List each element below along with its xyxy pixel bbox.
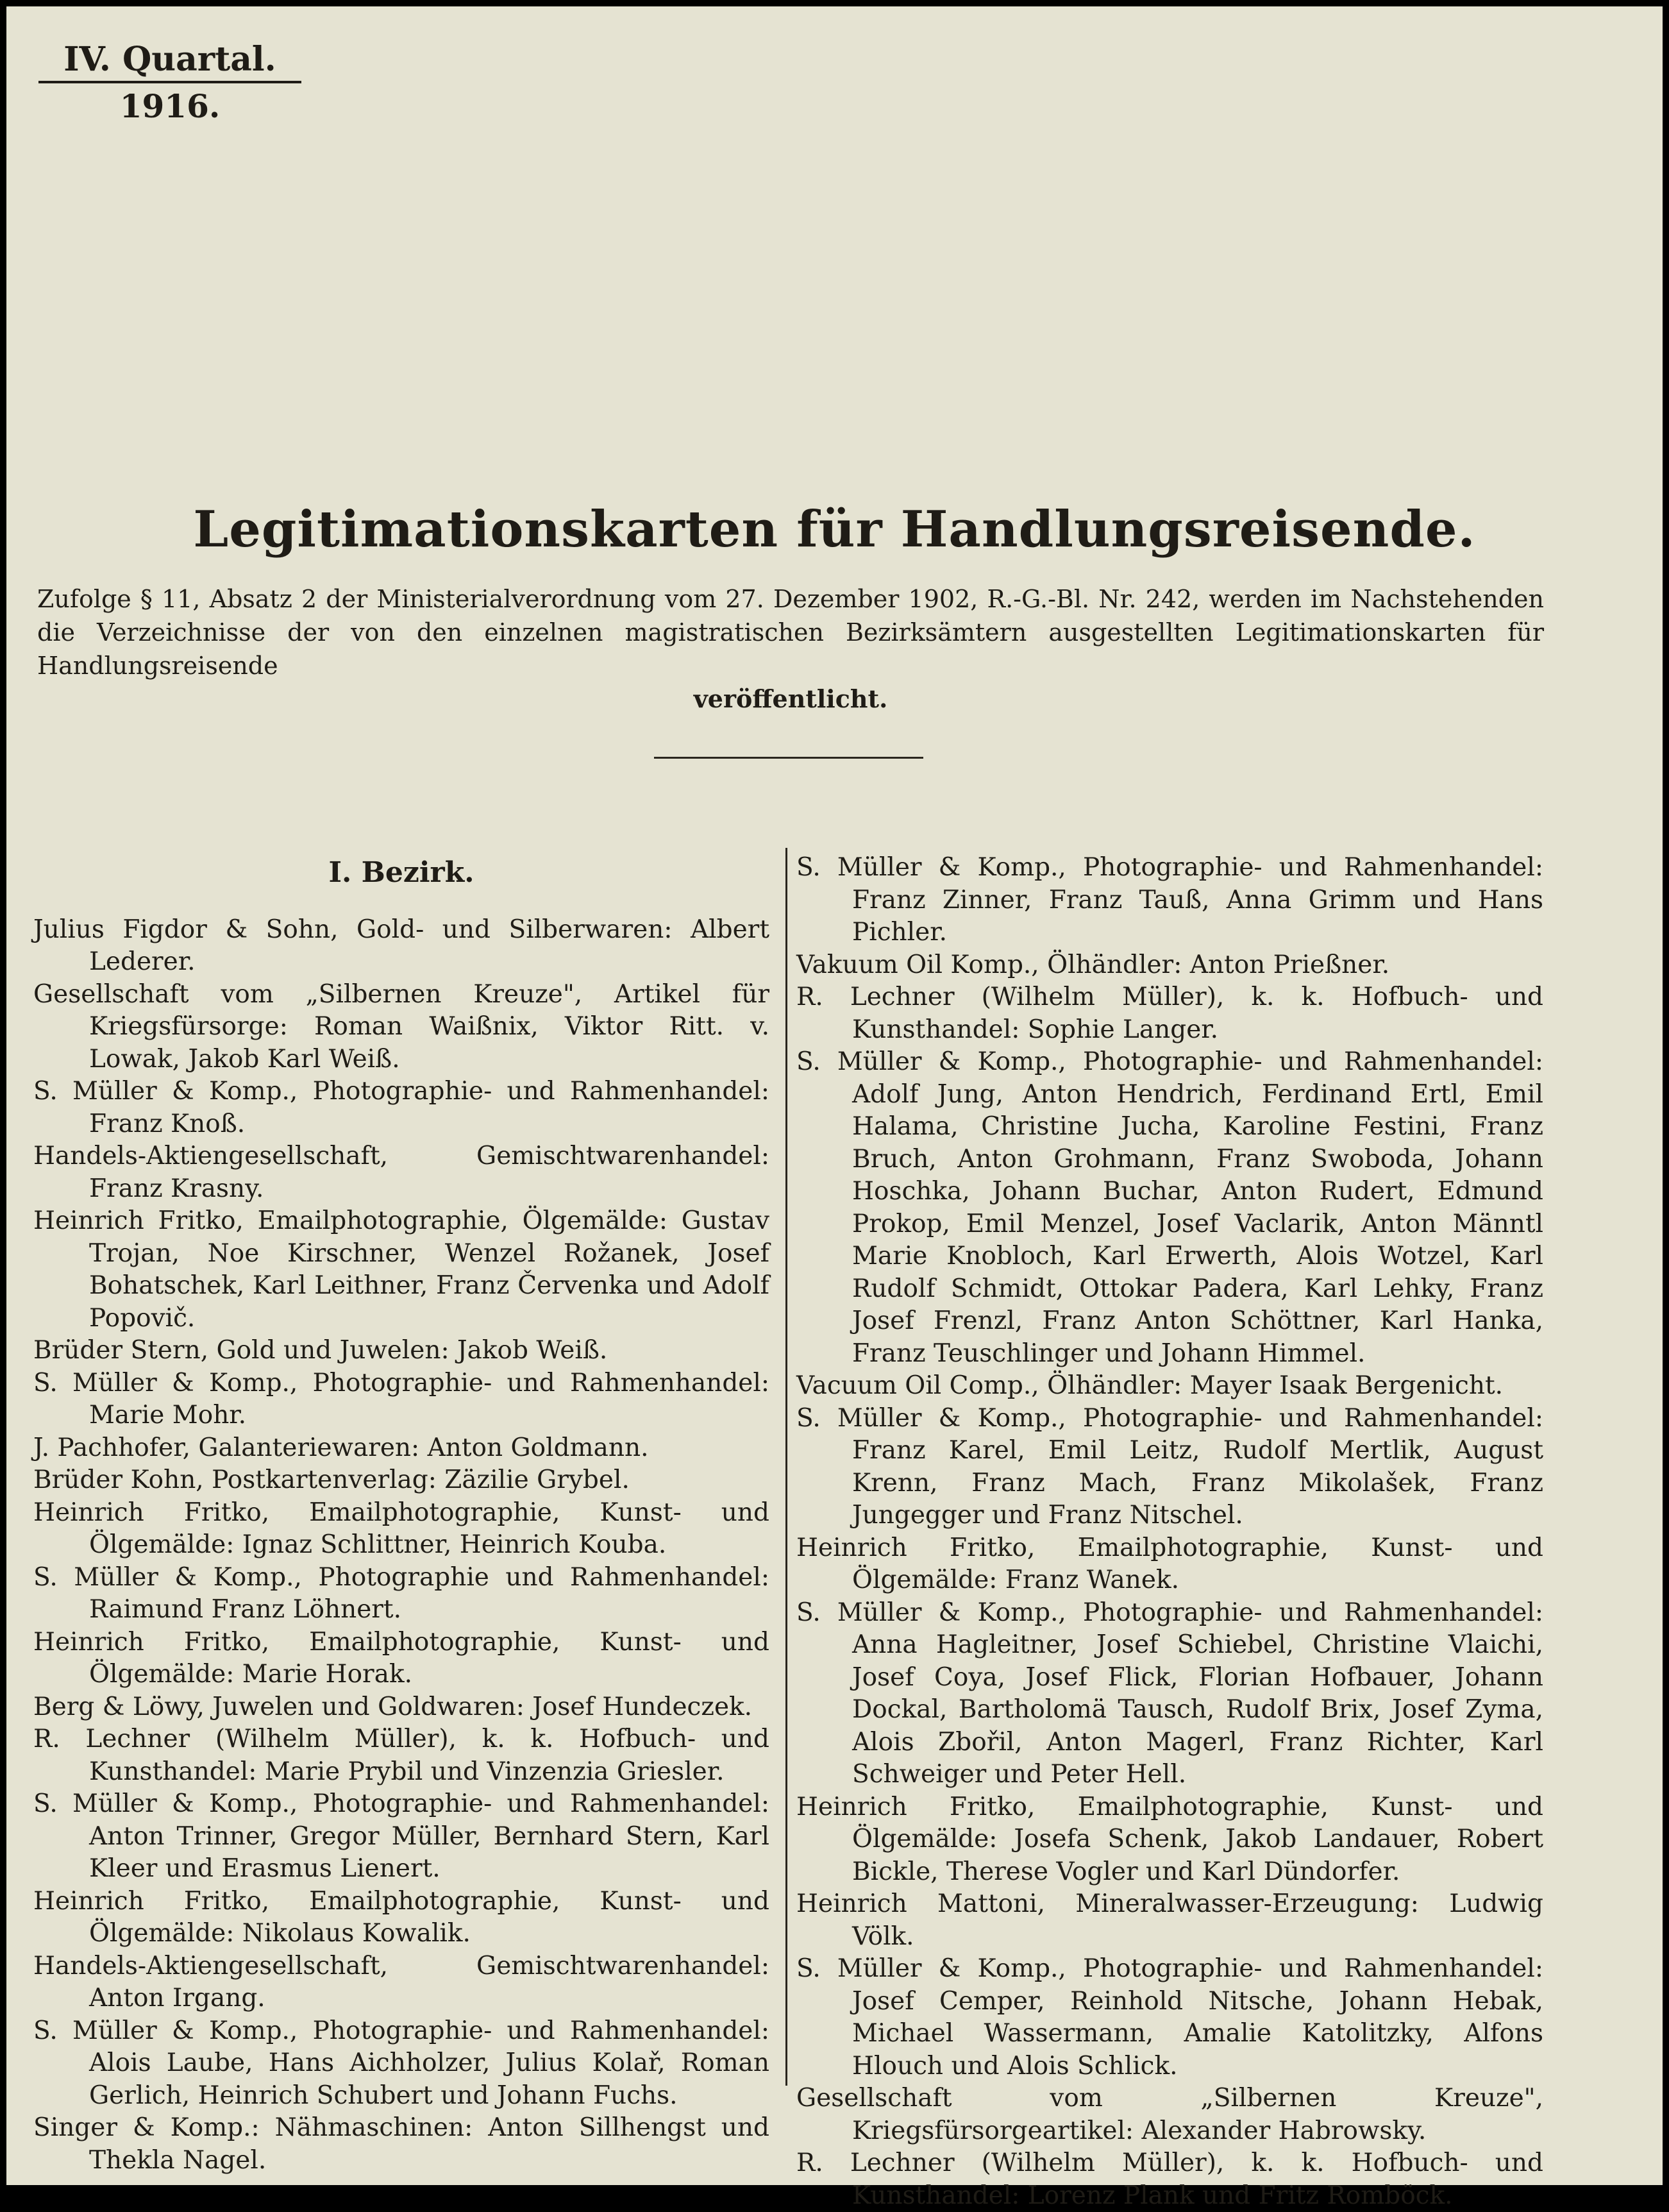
intro-text: Zufolge § 11, Absatz 2 der Ministerialverordnung vom 27. Dezember 1902, R.-G.-Bl. Nr. 242, werden im Nachstehenden die Verzeichnisse der von den einzelnen magistratischen Bezirksämtern ausgestellten Legitimationskarten für Handlungsreisende (37, 585, 1544, 680)
quarter-year: 1916. (119, 87, 221, 126)
quarter-title: IV. Quartal. (38, 40, 301, 83)
intro-emphasis: veröffentlicht. (693, 684, 888, 713)
section-divider (654, 757, 923, 759)
list-entry: S. Müller & Komp., Photographie- und Rahmenhandel: Marie Mohr. (33, 1368, 769, 1430)
left-column (33, 852, 769, 2177)
list-entry: R. Lechner (Wilhelm Müller), k. k. Hofbuch- und Kunsthandel: Sophie Langer. (796, 983, 1543, 1044)
list-entry: S. Müller & Komp., Photographie und Rahmenhandel: Raimund Franz Löhnert. (33, 1562, 769, 1624)
list-entry: Handels-Aktiengesellschaft, Gemischtwarenhandel: Franz Krasny. (33, 1142, 769, 1203)
list-entry: S. Müller & Komp., Photographie- und Rahmenhandel: Franz Karel, Emil Leitz, Rudolf Mertlik, August Krenn, Franz Mach, Franz Mikolašek, Franz Jungegger und Franz Nitschel. (796, 1403, 1543, 1530)
list-entry: Heinrich Fritko, Emailphotographie, Ölgemälde: Gustav Trojan, Noe Kirschner, Wenzel Rožanek, Josef Bohatschek, Karl Leithner, Franz Červenka und Adolf Popovič. (33, 1206, 769, 1333)
list-entry: Brüder Kohn, Postkartenverlag: Zäzilie Grybel. (33, 1465, 630, 1494)
list-entry: Handels-Aktiengesellschaft, Gemischtwarenhandel: Anton Irgang. (33, 1951, 769, 2013)
list-entry: S. Müller & Komp., Photographie- und Rahmenhandel: Anna Hagleitner, Josef Schiebel, Christine Vlaichi, Josef Coya, Josef Flick, Florian Hofbauer, Johann Dockal, Bartholomä Tausch, Rudolf Brix, Josef Zyma, Alois Zbořil, Anton Magerl, Franz Richter, Karl Schweiger und Peter Hell. (796, 1598, 1543, 1789)
right-column (796, 852, 1543, 2212)
list-entry: R. Lechner (Wilhelm Müller), k. k. Hofbuch- und Kunsthandel: Lorenz Plank und Fritz Romböck. (796, 2149, 1543, 2210)
list-entry: J. Pachhofer, Galanteriewaren: Anton Goldmann. (33, 1433, 649, 1462)
list-entry: Gesellschaft vom „Silbernen Kreuze", Kriegsfürsorgeartikel: Alexander Habrowsky. (796, 2084, 1543, 2145)
list-entry: Berg & Löwy, Juwelen und Goldwaren: Josef Hundeczek. (33, 1692, 753, 1721)
list-entry: Heinrich Mattoni, Mineralwasser-Erzeugung: Ludwig Völk. (796, 1889, 1543, 1951)
quarter-label (38, 40, 301, 126)
list-entry: Heinrich Fritko, Emailphotographie, Kunst- und Ölgemälde: Nikolaus Kowalik. (33, 1886, 769, 1948)
list-entry: Julius Figdor & Sohn, Gold- und Silberwaren: Albert Lederer. (33, 915, 769, 976)
list-entry: Heinrich Fritko, Emailphotographie, Kunst- und Ölgemälde: Ignaz Schlittner, Heinrich Kouba. (33, 1498, 769, 1559)
column-divider (785, 848, 787, 2086)
list-entry: S. Müller & Komp., Photographie- und Rahmenhandel: Alois Laube, Hans Aichholzer, Julius Kolař, Roman Gerlich, Heinrich Schubert und Johann Fuchs. (33, 2016, 769, 2110)
page-title: Legitimationskarten für Handlungsreisende. (193, 500, 1476, 559)
list-entry: Brüder Stern, Gold und Juwelen: Jakob Weiß. (33, 1336, 608, 1365)
list-entry: S. Müller & Komp., Photographie- und Rahmenhandel: Adolf Jung, Anton Hendrich, Ferdinand Ertl, Emil Halama, Christine Jucha, Karoline Festini, Franz Bruch, Anton Grohmann, Franz Swoboda, Johann Hoschka, Johann Buchar, Anton Rudert, Edmund Prokop, Emil Menzel, Josef Vaclarik, Anton Männtl Marie Knobloch, Karl Erwerth, Alois Wotzel, Karl Rudolf Schmidt, Ottokar Padera, Karl Lehky, Franz Josef Frenzl, Franz Anton Schöttner, Karl Hanka, Franz Teuschlinger und Johann Himmel. (796, 1047, 1543, 1368)
list-entry: Singer & Komp.: Nähmaschinen: Anton Sillhengst und Thekla Nagel. (33, 2113, 769, 2175)
list-entry: S. Müller & Komp., Photographie- und Rahmenhandel: Franz Knoß. (33, 1077, 769, 1138)
list-entry: Heinrich Fritko, Emailphotographie, Kunst- und Ölgemälde: Josefa Schenk, Jakob Landauer, Robert Bickle, Therese Vogler und Karl Dündorfer. (796, 1792, 1543, 1886)
list-entry: S. Müller & Komp., Photographie- und Rahmenhandel: Josef Cemper, Reinhold Nitsche, Johann Hebak, Michael Wassermann, Amalie Katolitzky, Alfons Hlouch und Alois Schlick. (796, 1954, 1543, 2081)
document-page (6, 6, 1663, 2210)
list-entry: S. Müller & Komp., Photographie- und Rahmenhandel: Franz Zinner, Franz Tauß, Anna Grimm und Hans Pichler. (796, 853, 1543, 947)
list-entry: Heinrich Fritko, Emailphotographie, Kunst- und Ölgemälde: Marie Horak. (33, 1627, 769, 1689)
intro-paragraph (37, 582, 1544, 716)
list-entry: Vacuum Oil Comp., Ölhändler: Mayer Isaak Bergenicht. (796, 1371, 1504, 1400)
district-heading: I. Bezirk. (328, 856, 474, 889)
list-entry: R. Lechner (Wilhelm Müller), k. k. Hofbuch- und Kunsthandel: Marie Prybil und Vinzenzia Griesler. (33, 1725, 769, 1786)
list-entry: Vakuum Oil Komp., Ölhändler: Anton Prießner. (796, 950, 1390, 979)
list-entry: Heinrich Fritko, Emailphotographie, Kunst- und Ölgemälde: Franz Wanek. (796, 1533, 1543, 1594)
list-entry: S. Müller & Komp., Photographie- und Rahmenhandel: Anton Trinner, Gregor Müller, Bernhard Stern, Karl Kleer und Erasmus Lienert. (33, 1789, 769, 1883)
list-entry: Gesellschaft vom „Silbernen Kreuze", Artikel für Kriegsfürsorge: Roman Waißnix, Viktor Ritt. v. Lowak, Jakob Karl Weiß. (33, 979, 769, 1074)
